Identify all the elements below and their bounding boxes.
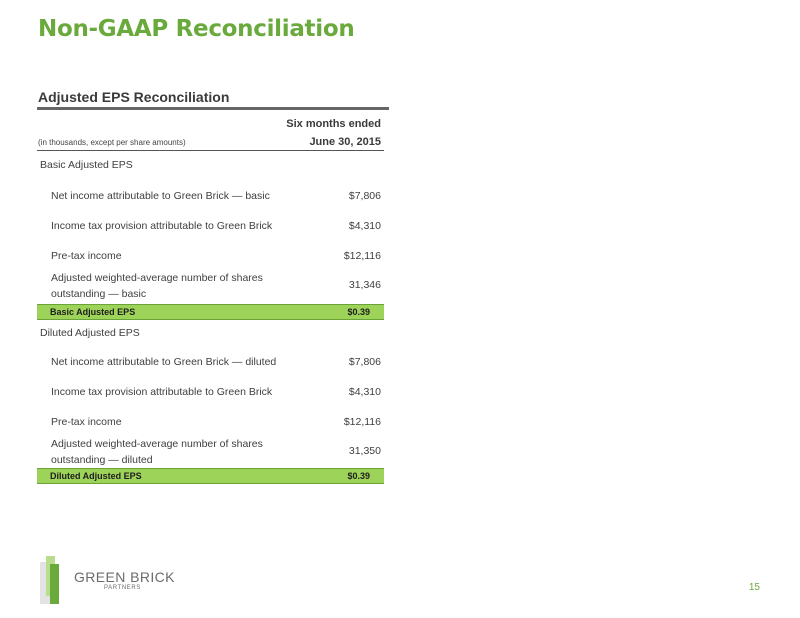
header-divider bbox=[37, 150, 384, 151]
row-label-line2: outstanding — diluted bbox=[51, 454, 153, 466]
table-row bbox=[37, 270, 384, 304]
row-label-line1: Adjusted weighted-average number of shares bbox=[51, 272, 263, 284]
row-label: Income tax provision attributable to Green Brick bbox=[51, 220, 273, 232]
row-value: $7,806 bbox=[348, 356, 381, 368]
group-label: Basic Adjusted EPS bbox=[40, 159, 133, 171]
row-value: $4,310 bbox=[348, 386, 381, 398]
table-row bbox=[37, 436, 384, 470]
row-value: $12,116 bbox=[343, 250, 381, 262]
page-title: Non-GAAP Reconciliation bbox=[38, 16, 355, 42]
basic-eps-total-row bbox=[37, 304, 384, 320]
logo-subtitle: PARTNERS bbox=[104, 585, 141, 591]
row-label: Net income attributable to Green Brick — diluted bbox=[51, 356, 277, 368]
row-label: Net income attributable to Green Brick — basic bbox=[51, 190, 270, 202]
row-value: 31,350 bbox=[348, 445, 381, 457]
section-divider bbox=[37, 107, 389, 110]
logo-name: GREEN BRICK bbox=[74, 569, 175, 585]
total-label: Diluted Adjusted EPS bbox=[50, 471, 142, 481]
column-header-period: Six months ended bbox=[286, 118, 381, 130]
row-value: $4,310 bbox=[348, 220, 381, 232]
row-label: Pre-tax income bbox=[51, 250, 122, 262]
row-label-line1: Adjusted weighted-average number of shares bbox=[51, 438, 263, 450]
row-value: $7,806 bbox=[348, 190, 381, 202]
units-note: (in thousands, except per share amounts) bbox=[38, 138, 186, 147]
diluted-eps-total-row bbox=[37, 468, 384, 484]
row-label-line2: outstanding — basic bbox=[51, 288, 147, 300]
row-value: 31,346 bbox=[348, 279, 381, 291]
group-label: Diluted Adjusted EPS bbox=[40, 327, 140, 339]
total-value: $0.39 bbox=[347, 471, 370, 481]
row-value: $12,116 bbox=[343, 416, 381, 428]
total-label: Basic Adjusted EPS bbox=[50, 307, 136, 317]
page-number: 15 bbox=[748, 582, 760, 593]
column-header-date: June 30, 2015 bbox=[309, 136, 381, 148]
section-title: Adjusted EPS Reconciliation bbox=[38, 89, 230, 105]
row-label: Income tax provision attributable to Green Brick bbox=[51, 386, 273, 398]
total-value: $0.39 bbox=[347, 307, 370, 317]
row-label: Pre-tax income bbox=[51, 416, 122, 428]
